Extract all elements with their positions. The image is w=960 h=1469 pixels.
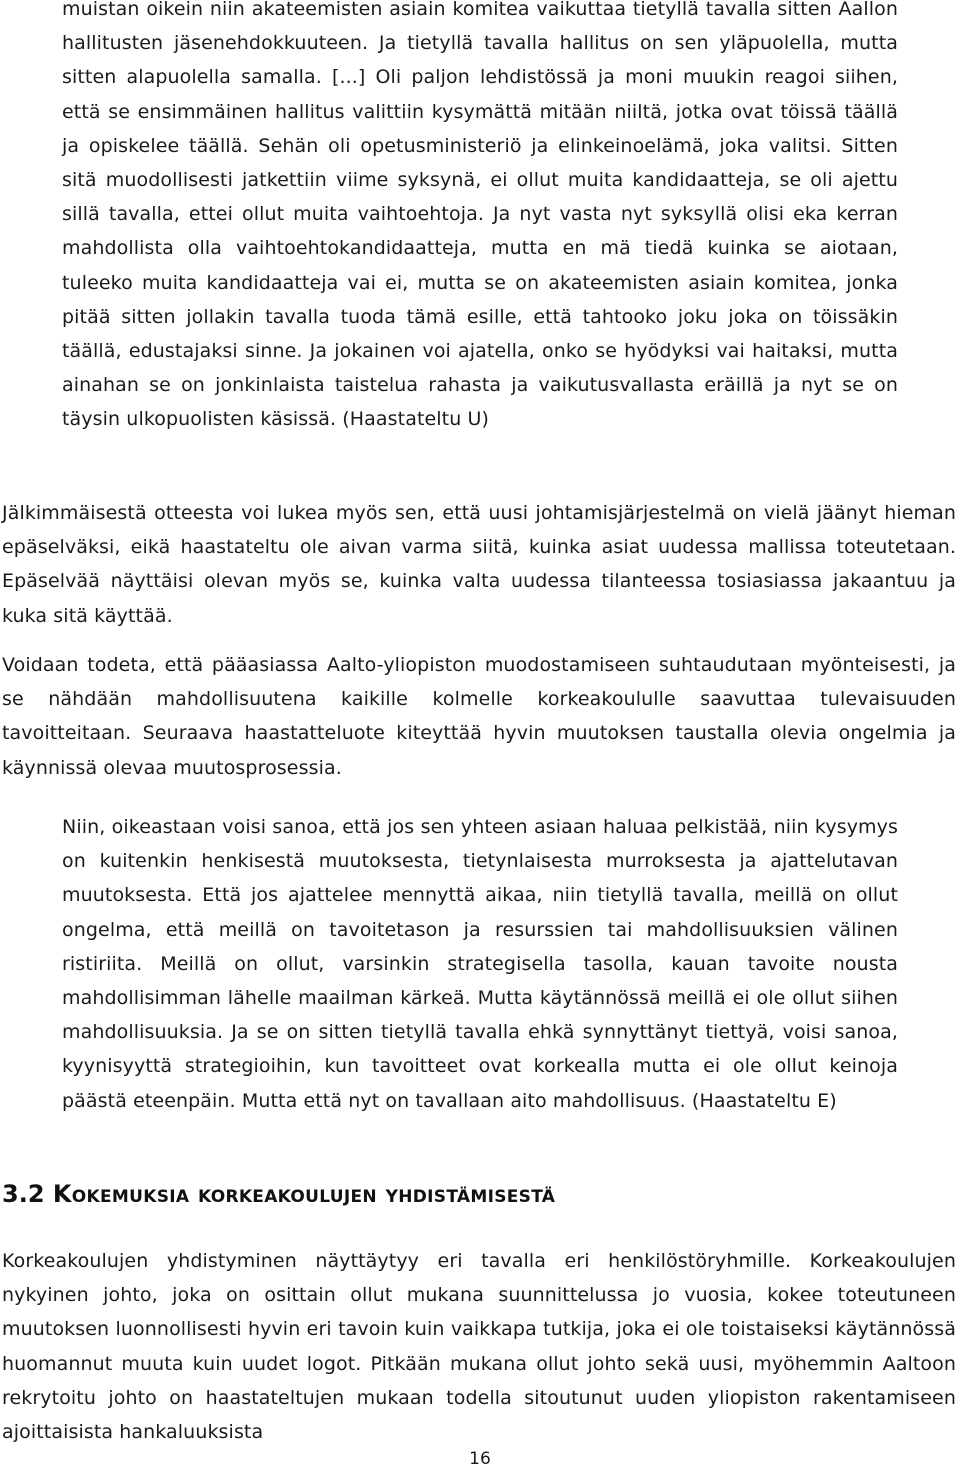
section-title: Kokemuksia korkeakoulujen yhdistämisestä xyxy=(52,1180,556,1208)
section-number: 3.2 xyxy=(2,1180,45,1208)
paragraph-management-system: Jälkimmäisestä otteesta voi lukea myös sen, että uusi johtamisjärjestelmä on vielä jäänyt hieman epäselväksi, eikä haastateltu ole aivan varma siitä, kuinka asiat uudessa mallissa toteutetaan. Epäselvää näyttäisi olevan myös se, kuinka valta uudessa tilanteessa tosiasiassa jakaantuu ja kuka sitä käyttää. xyxy=(2,502,956,627)
paragraph-aalto-attitudes: Voidaan todeta, että pääasiassa Aalto-yliopiston muodostamiseen suhtaudutaan myönteisesti, ja se nähdään mahdollisuutena kaikille kolmelle korkeakoululle saavuttaa tulevaisuuden tavoitteitaan. Seuraava haastatteluote kiteyttää hyvin muutoksen taustalla olevia ongelmia ja käynnissä olevaa muutosprosessia. xyxy=(2,654,956,779)
page-number: 16 xyxy=(469,1449,491,1469)
interview-quote-e: Niin, oikeastaan voisi sanoa, että jos sen yhteen asiaan haluaa pelkistää, niin kysymys on kuitenkin henkisestä muutoksesta, tietynlaisesta murroksesta ja ajattelutavan muutoksesta. Että jos ajattelee mennyttä aikaa, niin tietyllä tavalla, meillä on ollut ongelma, että meillä on tavoitetason ja resurssien tai mahdollisuuksien välinen ristiriita. Meillä on ollut, varsinkin strategisella tasolla, kauan tavoite nousta mahdollisimman lähelle maailman kärkeä. Mutta käytännössä meillä ei ole ollut siihen mahdollisuuksia. Ja se on sitten tietyllä tavalla ehkä synnyttänyt tiettyä, voisi sanoa, kyynisyyttä strategioihin, kun tavoitteet ovat korkealla mutta ei ole ollut keinoja päästä eteenpäin. Mutta että nyt on tavallaan aito mahdollisuus. (Haastateltu E) xyxy=(62,816,898,1112)
interview-quote-u: muistan oikein niin akateemisten asiain komitea vaikuttaa tietyllä tavalla sitten Aallon hallitusten jäsenehdokkuuteen. Ja tietyllä tavalla hallitus on sen yläpuolella, mutta sitten alapuolella samalla. [...] Oli paljon lehdistössä ja moni muukin reagoi siihen, että se ensimmäinen hallitus valittiin kysymättä mitään niiltä, jotka ovat töissä täällä ja opiskelee täällä. Sehän oli opetusministeriö ja elinkeinoelämä, joka valitsi. Sitten sitä muodollisesti jatkettiin viime syksynä, ei ollut muita kandidaatteja, se oli ajettu sillä tavalla, ettei ollut muita vaihtoehtoja. Ja nyt vasta nyt syksyllä olisi eka kerran mahdollista olla vaihtoehtokandidaatteja, mutta en mä tiedä kuinka se aiotaan, tuleeko muita kandidaatteja vai ei, mutta se on akateemisten asiain komitea, jonka pitää sitten jollakin tavalla tuoda tämä esille, että tahtooko joku joka on töissäkin täällä, edustajaksi sinne. Ja jokainen voi ajatella, onko se hyödyksi vai haitaksi, mutta ainahan se on jonkinlaista taistelua rahasta ja vaikutusvallasta eräillä ja nyt se on täysin ulkopuolisten käsissä. (Haastateltu U) xyxy=(62,0,898,431)
section-heading xyxy=(2,1180,555,1208)
paragraph-experiences: Korkeakoulujen yhdistyminen näyttäytyy eri tavalla eri henkilöstöryhmille. Korkeakoulujen nykyinen johto, joka on osittain ollut mukana suunnittelussa jo vuosia, kokee toteutuneen muutoksen luonnollisesti hyvin eri tavoin kuin vaikkapa tutkija, joka ei ole toistaiseksi käytännössä huomannut muuta kuin uudet logot. Pitkään mukana ollut johto sekä uusi, myöhemmin Aaltoon rekrytoitu johto on haastateltujen mukaan todella sitoutunut uuden yliopiston rakentamiseen ajoittaisista hankaluuksista xyxy=(2,1250,956,1444)
